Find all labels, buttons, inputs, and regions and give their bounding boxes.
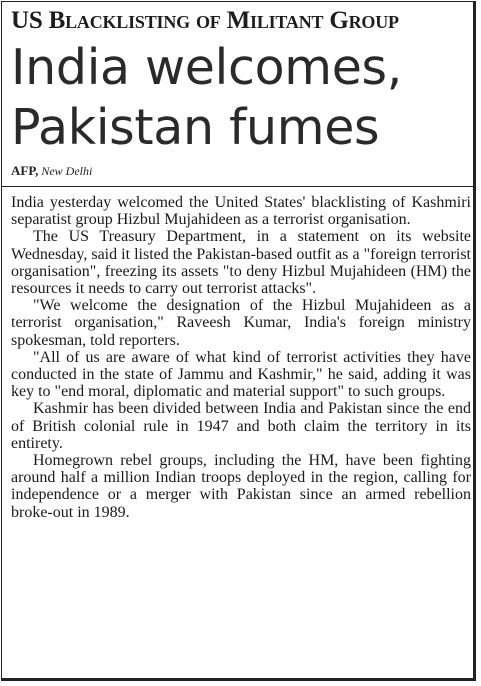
paragraph: "We welcome the designation of the Hizbul Mujahideen as a terrorist organisation," Raveesh Kumar, India's foreign ministry spokesman, told reporters. xyxy=(11,297,471,349)
paragraph: "All of us are aware of what kind of terrorist activities they have conducted in the state of Jammu and Kashmir," he said, adding it was key to "end moral, diplomatic and material support" to such groups. xyxy=(11,348,471,401)
article-body xyxy=(11,194,471,521)
byline-agency: AFP, xyxy=(11,163,39,178)
paragraph: The US Treasury Department, in a statement on its website Wednesday, said it listed the Pakistan-based outfit as a "foreign terrorist organisation", freezing its assets "to deny Hizbul Mujahideen (HM) the resources it needs to carry out terrorist attacks". xyxy=(11,228,471,298)
paragraph: Kashmir has been divided between India and Pakistan since the end of British colonial rule in 1947 and both claim the territory in its entirety. xyxy=(11,400,471,452)
byline xyxy=(11,163,92,179)
byline-place: New Delhi xyxy=(41,164,93,178)
paragraph: Homegrown rebel groups, including the HM, have been fighting around half a million Indian troops deployed in the region, calling for independence or a merger with Pakistan since an armed rebellion broke-out in 1989. xyxy=(11,452,471,521)
divider xyxy=(2,186,473,187)
headline-line-1: India welcomes, xyxy=(11,39,403,96)
article-headline xyxy=(11,38,471,158)
headline-line-2: Pakistan fumes xyxy=(11,99,380,156)
paragraph: India yesterday welcomed the United States' blacklisting of Kashmiri separatist group Hizbul Mujahideen as a terrorist organisation. xyxy=(11,194,471,229)
article-clipping xyxy=(1,1,476,681)
article-kicker: US Blacklisting of Militant Group xyxy=(11,7,399,34)
